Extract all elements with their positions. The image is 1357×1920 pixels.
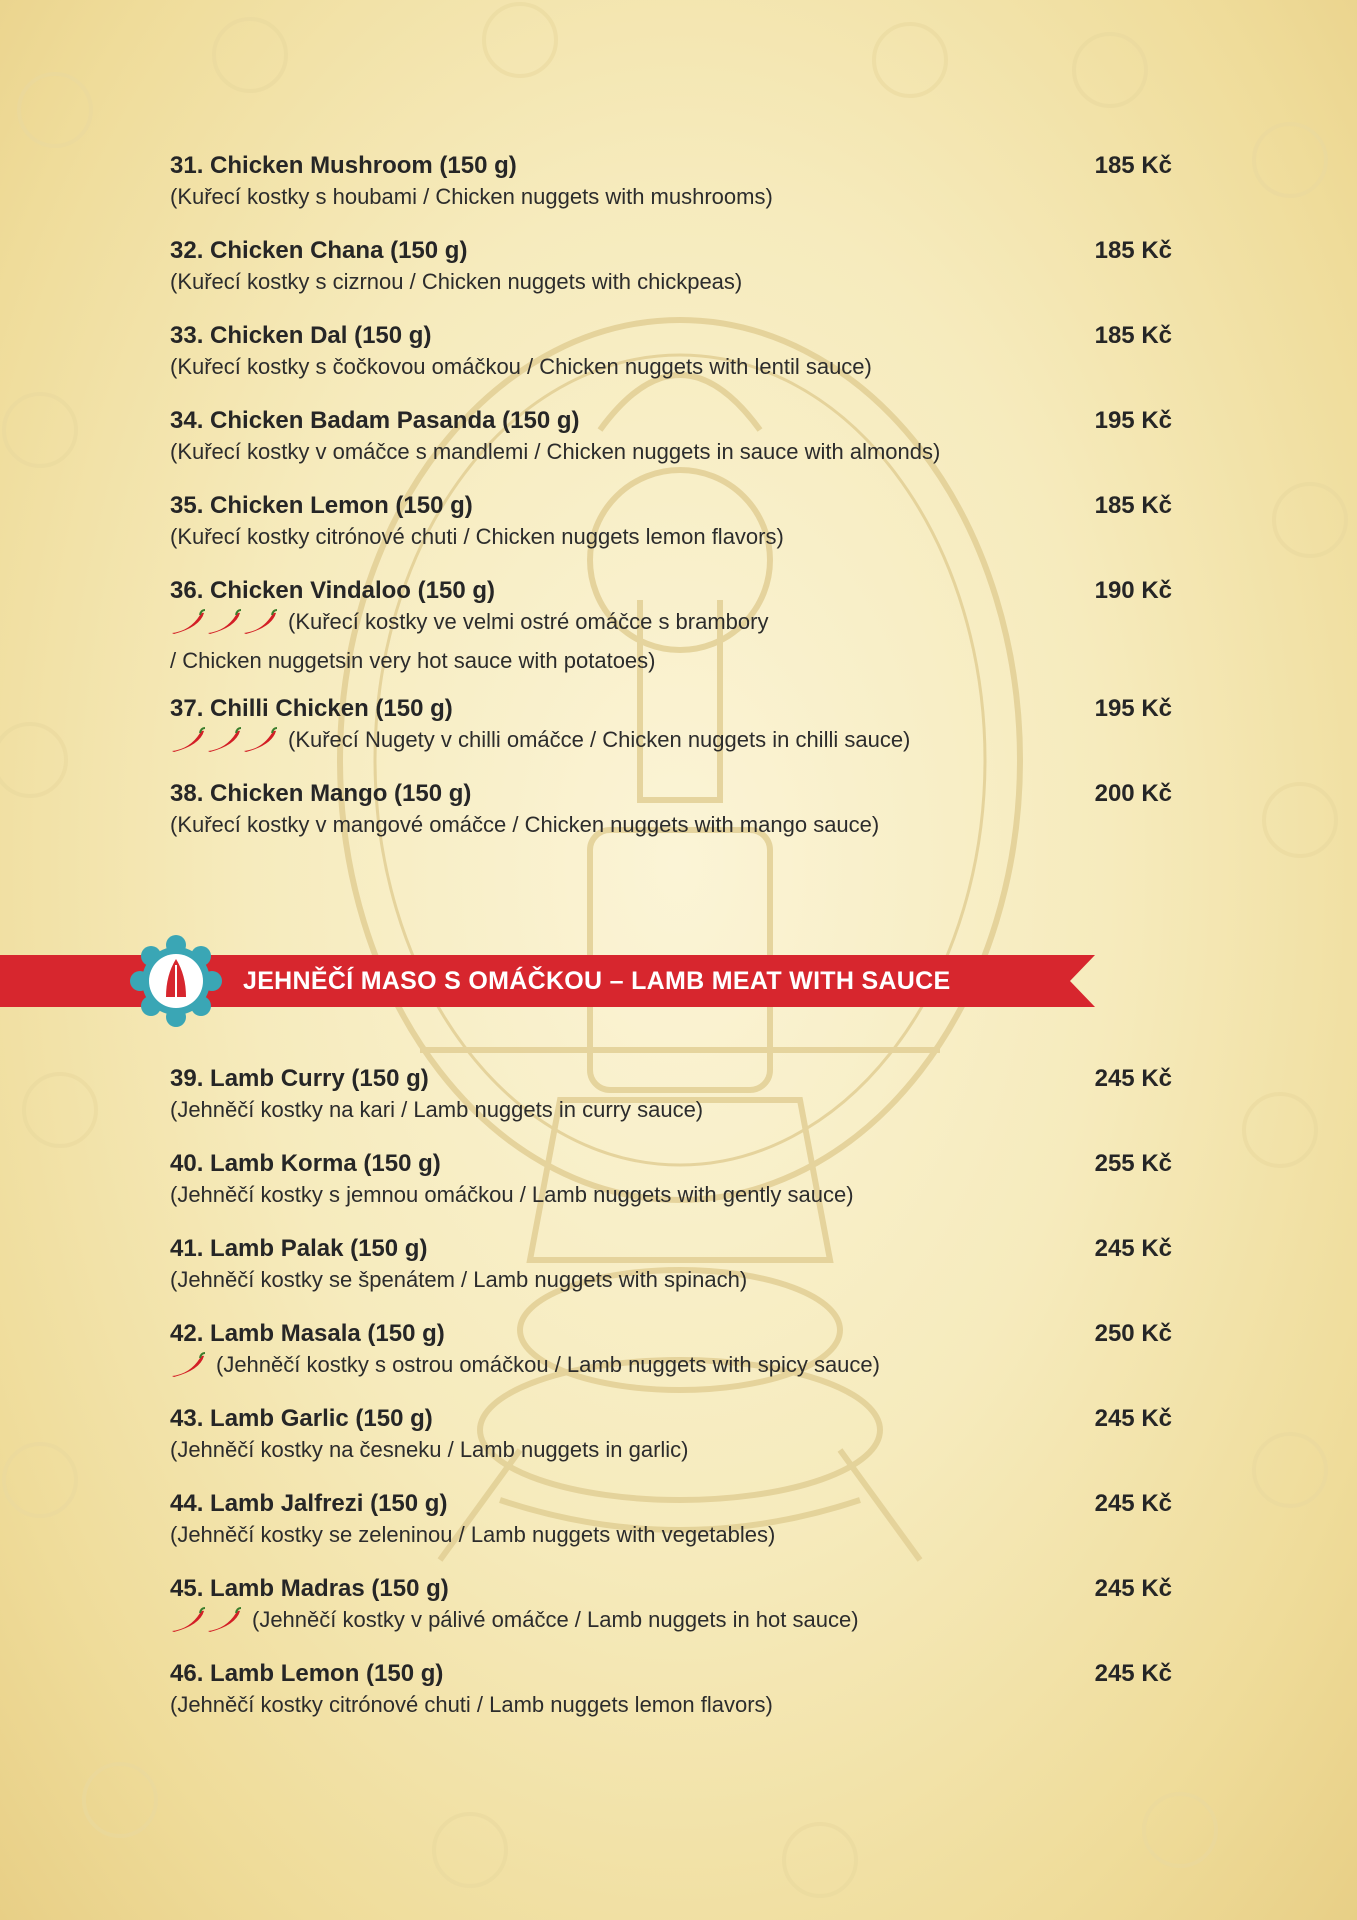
menu-item (170, 1660, 1172, 1721)
menu-item (170, 322, 1172, 383)
menu-item (170, 237, 1172, 298)
lotus-namaste-icon (130, 935, 222, 1027)
menu-item-description-text: (Kuřecí kostky citrónové chuti / Chicken nuggets lemon flavors) (170, 524, 784, 549)
menu-item-title: 31. Chicken Mushroom (150 g) (170, 152, 517, 179)
menu-item-title: 33. Chicken Dal (150 g) (170, 322, 432, 349)
menu-item-title: 45. Lamb Madras (150 g) (170, 1575, 449, 1602)
chilli-icon (170, 727, 206, 753)
menu-item (170, 152, 1172, 213)
menu-item-description (170, 1178, 1172, 1211)
menu-item-description (170, 1518, 1172, 1551)
menu-item-description (170, 723, 1172, 762)
spice-level (170, 1352, 206, 1387)
menu-item-description (170, 808, 1172, 841)
menu-item-description (170, 1348, 1172, 1387)
menu-item (170, 1320, 1172, 1387)
menu-item-description-text: (Kuřecí kostky s čočkovou omáčkou / Chicken nuggets with lentil sauce) (170, 354, 872, 379)
menu-item (170, 1235, 1172, 1296)
menu-item-description-text: (Kuřecí kostky s houbami / Chicken nuggets with mushrooms) (170, 184, 773, 209)
chilli-icon (242, 609, 278, 635)
menu-item (170, 492, 1172, 553)
menu-item (170, 1575, 1172, 1642)
menu-item (170, 695, 1172, 762)
spice-level (170, 727, 278, 762)
menu-item-title: 34. Chicken Badam Pasanda (150 g) (170, 407, 580, 434)
menu-item-description-text: (Jehněčí kostky se špenátem / Lamb nuggets with spinach) (170, 1267, 748, 1292)
menu-item-description (170, 180, 1172, 213)
chilli-icon (170, 1607, 206, 1633)
menu-item-price: 185 Kč (1094, 492, 1172, 519)
menu-item-description-text: (Kuřecí kostky v omáčce s mandlemi / Chicken nuggets in sauce with almonds) (170, 439, 941, 464)
menu-item-title: 36. Chicken Vindaloo (150 g) (170, 577, 495, 604)
menu-item-title: 41. Lamb Palak (150 g) (170, 1235, 428, 1262)
menu-item-description (170, 350, 1172, 383)
menu-item-description (170, 435, 1172, 468)
menu-item-description (170, 265, 1172, 298)
menu-item (170, 1490, 1172, 1551)
menu-item-description-text: (Jehněčí kostky na česneku / Lamb nuggets in garlic) (170, 1437, 689, 1462)
menu-item (170, 577, 1172, 677)
menu-item-description-text: (Jehněčí kostky s jemnou omáčkou / Lamb nuggets with gently sauce) (170, 1182, 854, 1207)
menu-item-description-text: (Jehněčí kostky v pálivé omáčce / Lamb nuggets in hot sauce) (252, 1607, 859, 1632)
section-heading-lamb: JEHNĚČÍ MASO S OMÁČKOU – LAMB MEAT WITH SAUCE (243, 967, 951, 995)
menu-item-description-text: (Kuřecí Nugety v chilli omáčce / Chicken nuggets in chilli sauce) (288, 727, 911, 752)
chilli-icon (242, 727, 278, 753)
menu-item-description-text: (Jehněčí kostky citrónové chuti / Lamb nuggets lemon flavors) (170, 1692, 773, 1717)
menu-item-title: 44. Lamb Jalfrezi (150 g) (170, 1490, 448, 1517)
menu-item-description (170, 1603, 1172, 1642)
menu-item-title: 38. Chicken Mango (150 g) (170, 780, 472, 807)
menu-item-title: 40. Lamb Korma (150 g) (170, 1150, 441, 1177)
menu-item-description-text: (Jehněčí kostky s ostrou omáčkou / Lamb nuggets with spicy sauce) (216, 1352, 880, 1377)
chilli-icon (170, 609, 206, 635)
menu-item-price: 245 Kč (1094, 1575, 1172, 1602)
menu-item-title: 46. Lamb Lemon (150 g) (170, 1660, 444, 1687)
menu-item-description-continued: / Chicken nuggetsin very hot sauce with potatoes) (170, 648, 656, 673)
chilli-icon (206, 1607, 242, 1633)
menu-item-description-text: (Kuřecí kostky ve velmi ostré omáčce s brambory (288, 609, 769, 634)
menu-item (170, 1065, 1172, 1126)
menu-item-title: 35. Chicken Lemon (150 g) (170, 492, 473, 519)
menu-item-description-text: (Jehněčí kostky se zeleninou / Lamb nuggets with vegetables) (170, 1522, 776, 1547)
menu-item-title: 39. Lamb Curry (150 g) (170, 1065, 429, 1092)
menu-item-price: 245 Kč (1094, 1065, 1172, 1092)
menu-item-price: 185 Kč (1094, 237, 1172, 264)
menu-item-price: 200 Kč (1094, 780, 1172, 807)
menu-item-price: 195 Kč (1094, 695, 1172, 722)
menu-item-description-text: (Kuřecí kostky s cizrnou / Chicken nuggets with chickpeas) (170, 269, 743, 294)
menu-item-description (170, 1093, 1172, 1126)
menu-item-price: 255 Kč (1094, 1150, 1172, 1177)
menu-item (170, 407, 1172, 468)
menu-item-title: 42. Lamb Masala (150 g) (170, 1320, 445, 1347)
menu-item (170, 1150, 1172, 1211)
spice-level (170, 609, 278, 644)
menu-item-description (170, 1433, 1172, 1466)
chilli-icon (206, 727, 242, 753)
menu-item-price: 245 Kč (1094, 1405, 1172, 1432)
menu-item-price: 190 Kč (1094, 577, 1172, 604)
menu-item-description (170, 1263, 1172, 1296)
menu-item-description (170, 605, 1172, 644)
menu-item-description-text: (Kuřecí kostky v mangové omáčce / Chicken nuggets with mango sauce) (170, 812, 880, 837)
menu-item (170, 780, 1172, 841)
chilli-icon (206, 609, 242, 635)
menu-item-price: 245 Kč (1094, 1490, 1172, 1517)
menu-item-description (170, 520, 1172, 553)
menu-item-price: 185 Kč (1094, 322, 1172, 349)
menu-item-price: 245 Kč (1094, 1235, 1172, 1262)
menu-item-price: 185 Kč (1094, 152, 1172, 179)
menu-item-title: 37. Chilli Chicken (150 g) (170, 695, 453, 722)
menu-item-price: 250 Kč (1094, 1320, 1172, 1347)
spice-level (170, 1607, 242, 1642)
menu-item-description-text: (Jehněčí kostky na kari / Lamb nuggets in curry sauce) (170, 1097, 704, 1122)
chilli-icon (170, 1352, 206, 1378)
menu-item-price: 195 Kč (1094, 407, 1172, 434)
menu-item-description (170, 1688, 1172, 1721)
menu-item (170, 1405, 1172, 1466)
menu-item-title: 32. Chicken Chana (150 g) (170, 237, 468, 264)
menu-item-title: 43. Lamb Garlic (150 g) (170, 1405, 433, 1432)
menu-item-price: 245 Kč (1094, 1660, 1172, 1687)
